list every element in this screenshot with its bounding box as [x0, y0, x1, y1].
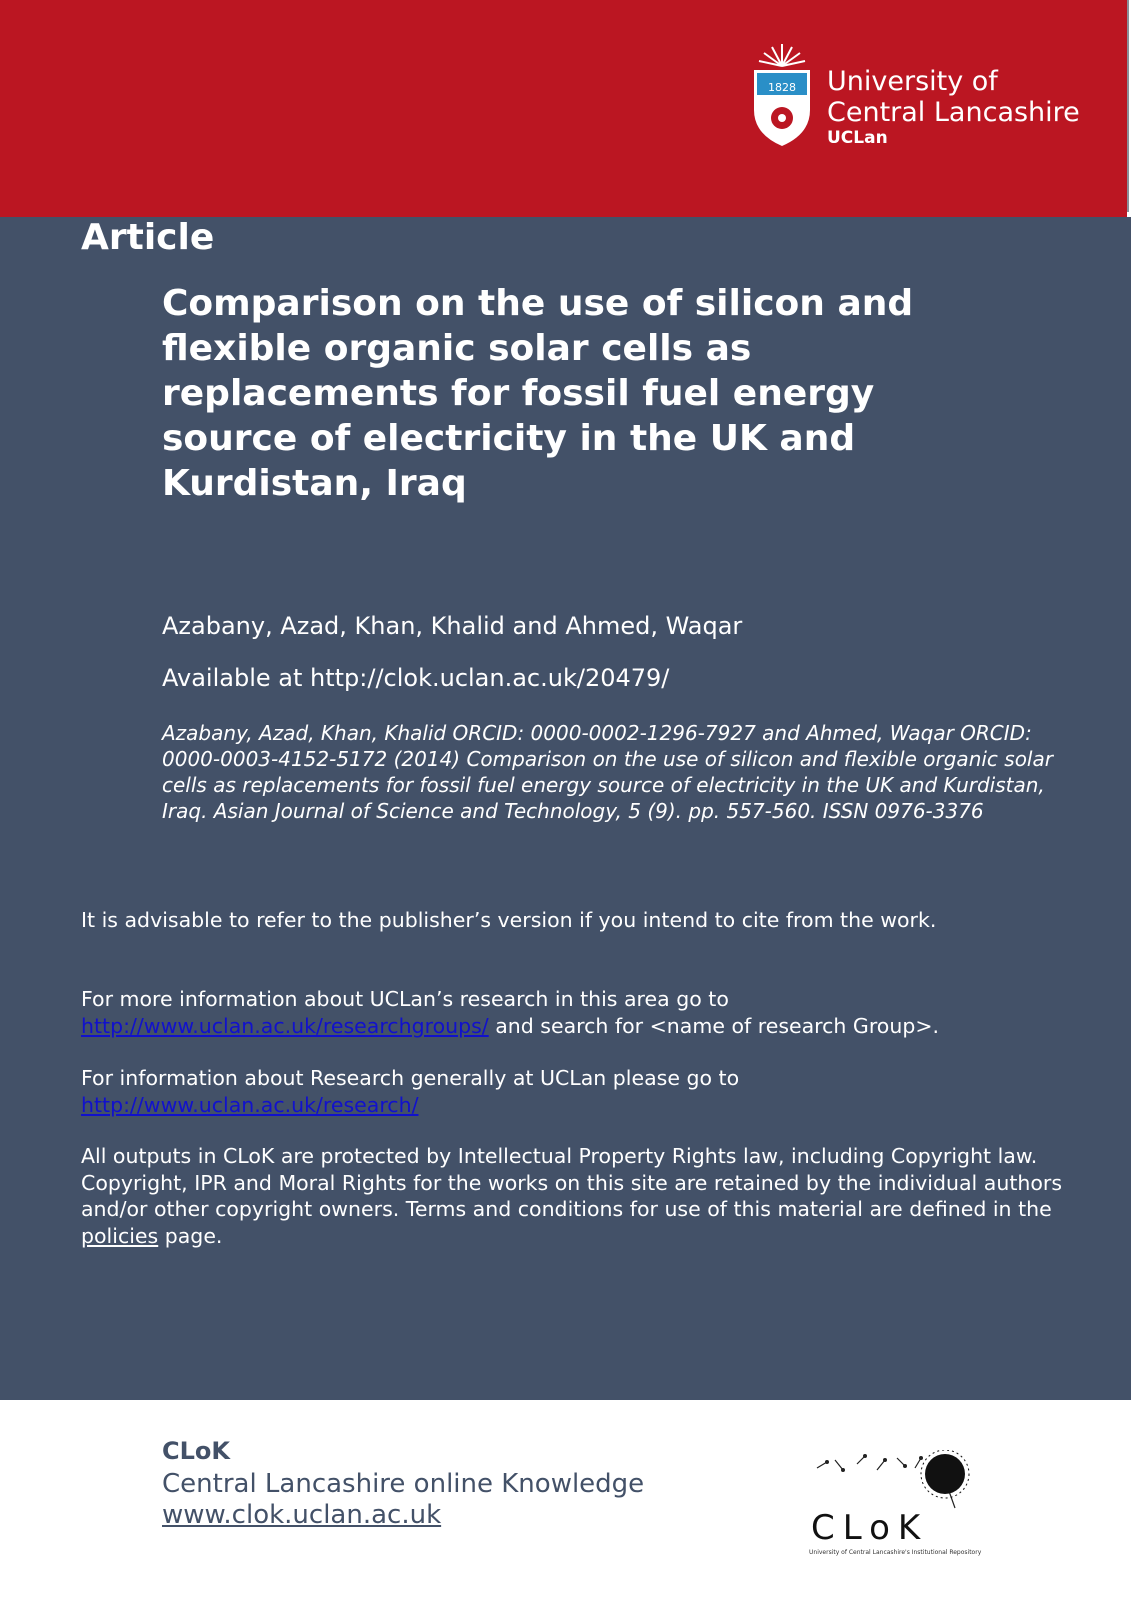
uclan-crest-icon	[752, 40, 822, 152]
rights-suffix: page.	[158, 1223, 223, 1248]
clok-logo[interactable]	[805, 1450, 982, 1560]
crest-year: 1828	[768, 81, 796, 94]
available-at: Available at http://clok.uclan.ac.uk/20479/	[162, 664, 670, 692]
footer-url-link[interactable]: www.clok.uclan.ac.uk	[162, 1500, 442, 1530]
more-info-text: For more information about UCLan’s research in this area go to	[81, 987, 729, 1011]
general-info-paragraph	[81, 1065, 1081, 1118]
uclan-logo[interactable]	[752, 40, 1092, 160]
logo-line-uclan: UCLan	[827, 128, 888, 148]
cover-panel	[0, 217, 1131, 1400]
more-info-paragraph	[81, 986, 1081, 1039]
rights-text: All outputs in CLoK are protected by Intellectual Property Rights law, including Copyright law. Copyright, IPR and Moral Rights for the works on this site are retained by the individual authors and/or other copyright owners. Terms and conditions for use of this material are defined in the	[81, 1144, 1062, 1221]
more-info-suffix: and search for <name of research Group>.	[488, 1013, 940, 1038]
research-link[interactable]: http://www.uclan.ac.uk/research/	[81, 1092, 419, 1117]
rights-paragraph	[81, 1143, 1081, 1249]
advisable-notice: It is advisable to refer to the publisher’s version if you intend to cite from the work.	[81, 908, 937, 932]
footer-clok-title: CLoK	[162, 1437, 230, 1465]
policies-link[interactable]: policies	[81, 1223, 159, 1248]
clok-logo-tagline: University of Central Lancashire's Institutional Repository	[809, 1549, 982, 1556]
citation: Azabany, Azad, Khan, Khalid ORCID: 0000-0002-1296-7927 and Ahmed, Waqar ORCID: 0000-0003-4152-5172 (2014) Comparison on the use of silicon and flexible organic solar cells as replacements for fossil fuel energy source of electricity in the UK and Kurdistan, Iraq. Asian Journal of Science and Technology, 5 (9). pp. 557-560. ISSN 0976-3376	[162, 721, 1053, 823]
general-info-text: For information about Research generally at UCLan please go to	[81, 1066, 740, 1090]
article-title: Comparison on the use of silicon and flexible organic solar cells as replacements for fossil fuel energy source of electricity in the UK and Kurdistan, Iraq	[162, 283, 914, 504]
research-groups-link[interactable]: http://www.uclan.ac.uk/researchgroups/	[81, 1013, 489, 1038]
logo-line-central-lancashire: Central Lancashire	[827, 97, 1080, 128]
header-band	[0, 0, 1127, 217]
clok-logo-word: CLoK	[811, 1508, 929, 1548]
article-label: Article	[81, 217, 215, 258]
footer-repository-name: Central Lancashire online Knowledge	[162, 1469, 645, 1499]
logo-line-university-of: University of	[827, 66, 998, 97]
article-authors: Azabany, Azad, Khan, Khalid and Ahmed, Waqar	[162, 612, 743, 640]
edge-divider	[1127, 0, 1129, 212]
